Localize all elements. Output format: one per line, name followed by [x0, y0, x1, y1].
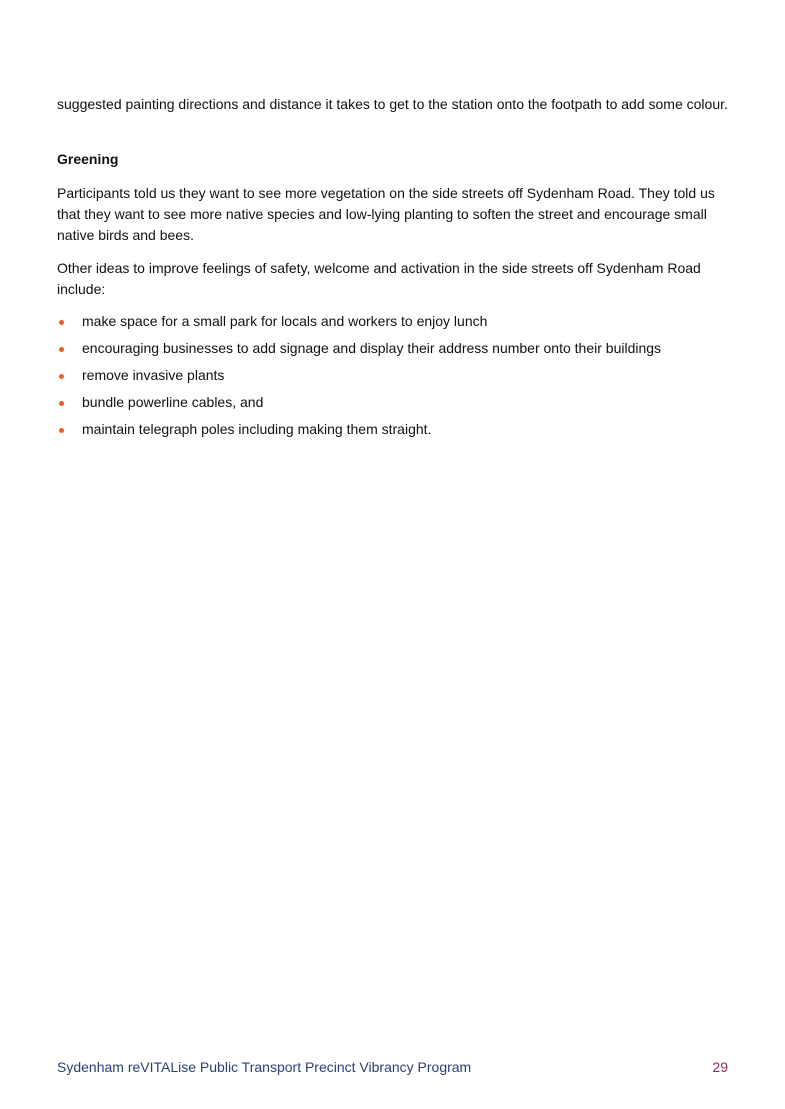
- bullet-icon: [59, 374, 64, 379]
- footer-title: Sydenham reVITALise Public Transport Precinct Vibrancy Program: [57, 1059, 472, 1075]
- bullet-icon: [59, 320, 64, 325]
- bullet-icon: [59, 347, 64, 352]
- ideas-list: [57, 311, 737, 446]
- bullet-icon: [59, 401, 64, 406]
- other-ideas-paragraph: Other ideas to improve feelings of safety, welcome and activation in the side streets off Sydenham Road include:: [57, 260, 701, 297]
- intro-paragraph: suggested painting directions and distance it takes to get to the station onto the footpath to add some colour.: [57, 96, 728, 112]
- greening-paragraph: Participants told us they want to see more vegetation on the side streets off Sydenham Road. They told us that they want to see more native species and low-lying planting to soften the street and encourage small native birds and bees.: [57, 185, 715, 243]
- list-item: [57, 338, 737, 365]
- list-item-text: encouraging businesses to add signage and display their address number onto their buildings: [82, 340, 662, 356]
- list-item: [57, 311, 737, 338]
- list-item: [57, 365, 737, 392]
- list-item: [57, 392, 737, 419]
- list-item-text: remove invasive plants: [82, 367, 225, 383]
- page-number: 29: [712, 1059, 728, 1075]
- bullet-icon: [59, 428, 64, 433]
- list-item-text: bundle powerline cables, and: [82, 394, 264, 410]
- section-heading: Greening: [57, 151, 119, 167]
- list-item: [57, 419, 737, 446]
- list-item-text: make space for a small park for locals and workers to enjoy lunch: [82, 313, 488, 329]
- list-item-text: maintain telegraph poles including making them straight.: [82, 421, 432, 437]
